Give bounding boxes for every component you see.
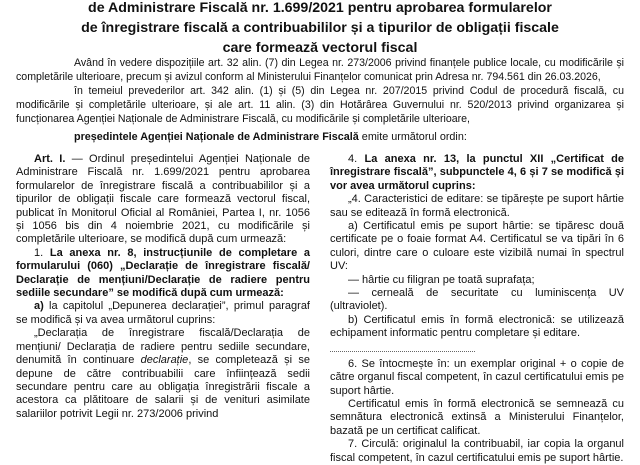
omission-divider — [330, 351, 475, 352]
point-heading — [330, 153, 624, 193]
article-label: Art. I. — [34, 153, 66, 165]
dash-item: — cerneală de securitate cu luminiscența UV (ultraviolet). — [330, 287, 624, 313]
issuer-name: președintele Agenției Naționale de Administrare Fiscală — [74, 131, 359, 143]
article-paragraph — [16, 153, 310, 247]
preamble-paragraph: Având în vedere dispozițiile art. 32 alin. (7) din Legea nr. 273/2006 privind finanțele publice locale, cu modificările și completările ulterioare, precum și avizul conform al Ministerului Finanțelor comunicat prin Adresa nr. 794.561 din 26.03.2026, — [16, 57, 624, 83]
title-line: de Administrare Fiscală nr. 1.699/2021 pentru aprobarea formularelor — [88, 0, 552, 16]
paragraph: Certificatul emis în formă electronică se semnează cu semnătura electronică extinsă a Ministerului Finanțelor, bazată pe un certificat calificat. — [330, 397, 624, 437]
dash-item: — hârtie cu filigran pe toată suprafața; — [348, 273, 535, 286]
preamble — [16, 56, 624, 126]
document-title — [0, 0, 640, 58]
preamble-paragraph: în temeiul prevederilor art. 342 alin. (1) și (5) din Legea nr. 207/2015 privind Codul de procedură fiscală, cu modificările și completările ulterioare, și ale art. 11 alin. (3) din Hotărârea Guvernului nr. 520/2013 privind organizarea și funcționarea Agenției Naționale de Administrare Fiscală, cu modificările și completările ulterioare, — [16, 85, 624, 125]
point-text: La anexa nr. 8, instrucțiunile de completare a formularului (060) „Declarație de înregistrare fiscală/ Declarație de mențiuni/Declarație de radiere pentru sediile secundare” se modifică după cum urmează: — [16, 246, 310, 300]
point-number: 1. — [34, 246, 50, 259]
quote-text: , se completează și se depune de către contribuabilii care înființează sedii secundare pentru care au obligația înregistrării fiscale a acestora ca plătitoare de salarii și de venituri asimilate salariilor potrivit Legii nr. 273/2006 privind — [16, 354, 310, 420]
title-line: de înregistrare fiscală a contribuabililor și a tipurilor de obligații fiscale — [81, 20, 559, 36]
subpoint-label: a) — [34, 300, 44, 313]
quote-term: declarație — [140, 354, 189, 367]
point-heading — [16, 247, 310, 301]
quote-paragraph — [16, 327, 310, 421]
subpoint-paragraph — [16, 300, 310, 327]
quote-text: „Declarația de înregistrare fiscală/Declarația de mențiuni/ Declarația de radiere pentru sediile secundare, denumită în continuare — [16, 327, 310, 367]
left-column — [16, 153, 310, 421]
paragraph: 7. Circulă: originalul la contribuabil, iar copia la organul fiscal competent, în cazul certificatului emis pe suport hârtie. — [330, 438, 624, 464]
title-line: care formează vectorul fiscal — [222, 40, 418, 56]
paragraph: 6. Se întocmește în: un exemplar original + o copie de către organul fiscal competent, în cazul certificatului emis pe suport hârtie. — [330, 357, 624, 397]
paragraph: „4. Caracteristici de editare: se tipărește pe suport hârtie sau se editează în formă electronică. — [330, 193, 624, 219]
right-column — [330, 153, 624, 465]
point-text: La anexa nr. 13, la punctul XII „Certificat de înregistrare fiscală”, subpunctele 4, 6 și 7 se modifică și vor avea următorul cuprins: — [330, 153, 624, 192]
issuer-action: emite următorul ordin: — [358, 131, 467, 143]
subpoint-text: la capitolul „Depunerea declarației”, primul paragraf se modifică și va avea următorul cuprins: — [16, 300, 310, 326]
paragraph: b) Certificatul emis în formă electronică: se utilizează echipament informatic pentru completare și editare. — [330, 313, 624, 340]
article-text: — Ordinul președintelui Agenției Naționale de Administrare Fiscală nr. 1.699/2021 pentru aprobarea formularelor de înregistrare fiscală a contribuabililor și a tipurilor de obligații fiscale care formează vectorul fiscal, publicat în Monitorul Oficial al României, Partea I, nr. 1056 și 1056 bis din 4 noiembrie 2021, cu modificările și completările ulterioare, se modifică după cum urmează: — [16, 153, 310, 246]
issuer-statement — [74, 130, 467, 144]
paragraph: a) Certificatul emis pe suport hârtie: se tipăresc două certificate pe o foaie format A4. Certificatul se va tipări în 6 culori, dintre care o culoare este vizibilă numai în spectrul UV: — [330, 220, 624, 273]
point-number: 4. — [348, 153, 365, 165]
